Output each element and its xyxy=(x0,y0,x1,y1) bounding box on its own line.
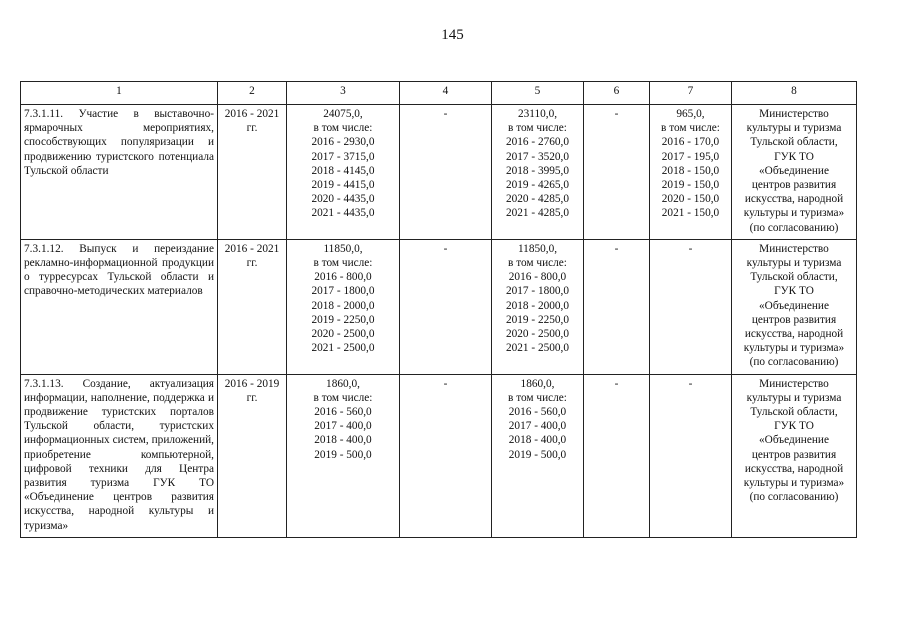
cell-line: 2016 - 2021 xyxy=(224,108,280,120)
funding-col6-cell: - xyxy=(584,374,650,537)
cell-line: «Объединение xyxy=(759,164,829,177)
cell-line: 2016 - 560,0 xyxy=(314,406,372,419)
column-header: 7 xyxy=(650,82,732,105)
column-header: 2 xyxy=(218,82,287,105)
cell-line: 1860,0, xyxy=(520,377,555,390)
cell-line: 2019 - 500,0 xyxy=(314,448,372,461)
cell-line: в том числе: xyxy=(508,257,567,270)
table-body xyxy=(21,105,857,538)
funding-col5-cell xyxy=(492,374,584,537)
cell-line: 2019 - 2250,0 xyxy=(311,313,375,326)
cell-line: Министерство xyxy=(759,377,829,390)
cell-line: 2018 - 4145,0 xyxy=(311,164,375,177)
cell-line: ГУК ТО xyxy=(774,150,814,163)
cell-line: культуры и туризма xyxy=(746,257,842,270)
cell-line: 2019 - 150,0 xyxy=(661,179,720,192)
cell-line: культуры и туризма xyxy=(746,391,842,404)
cell-line: 2016 - 800,0 xyxy=(508,271,567,284)
cell-line: 2018 - 2000,0 xyxy=(311,299,375,312)
total-funding-cell xyxy=(287,374,400,537)
cell-line: 965,0, xyxy=(676,108,705,120)
cell-line: 2017 - 1800,0 xyxy=(311,285,375,298)
total-funding-cell xyxy=(287,105,400,240)
cell-line: в том числе: xyxy=(508,122,567,135)
cell-line: в том числе: xyxy=(508,391,567,404)
cell-line: культуры и туризма» xyxy=(743,477,845,490)
cell-line: 2019 - 500,0 xyxy=(508,448,567,461)
funding-col4-cell: - xyxy=(400,374,492,537)
cell-line: 2016 - 800,0 xyxy=(314,271,372,284)
cell-line: - xyxy=(688,242,693,255)
cell-line: гг. xyxy=(246,122,258,135)
cell-line: центров развития xyxy=(751,179,837,192)
funding-col5-cell xyxy=(492,239,584,374)
page-number: 145 xyxy=(441,27,464,43)
cell-line: ГУК ТО xyxy=(774,420,814,433)
cell-line: центров развития xyxy=(751,448,837,461)
activity-name-cell: 7.3.1.13. Создание, актуализация информации, наполнение, поддержка и продвижение туристских порталов Тульской области, туристских информационных систем, приложений, приобретение компьютерной, цифровой техники для Центра развития туризма ГУК ТО «Объединение центров развития искусства, народной культуры и туризма» xyxy=(21,374,218,537)
funding-col5-cell xyxy=(492,105,584,240)
cell-line: 2016 - 560,0 xyxy=(508,406,567,419)
column-header: 4 xyxy=(400,82,492,105)
cell-line: 11850,0, xyxy=(323,242,363,255)
column-header: 8 xyxy=(732,82,857,105)
cell-line: гг. xyxy=(246,257,258,270)
cell-line: 2016 - 2930,0 xyxy=(311,136,375,149)
column-header: 3 xyxy=(287,82,400,105)
cell-line: 2020 - 2500,0 xyxy=(311,328,375,341)
cell-line: 2018 - 400,0 xyxy=(314,434,372,447)
cell-line: 24075,0, xyxy=(323,108,363,120)
cell-line: 2021 - 2500,0 xyxy=(505,342,570,355)
table-row xyxy=(21,239,857,374)
cell-line: 2019 - 4265,0 xyxy=(505,179,570,192)
cell-line: искусства, народной xyxy=(744,193,844,206)
table-row xyxy=(21,374,857,537)
cell-line: 2018 - 2000,0 xyxy=(505,299,570,312)
cell-line: 2018 - 3995,0 xyxy=(505,164,570,177)
column-header: 6 xyxy=(584,82,650,105)
cell-line: 2020 - 4435,0 xyxy=(311,193,375,206)
cell-line: ГУК ТО xyxy=(774,285,814,298)
funding-col4-cell: - xyxy=(400,105,492,240)
funding-col7-cell xyxy=(650,105,732,240)
cell-line: 2021 - 4435,0 xyxy=(311,207,375,220)
cell-line: - xyxy=(688,377,693,390)
cell-line: 2021 - 150,0 xyxy=(661,207,720,220)
cell-line: Министерство xyxy=(759,242,829,255)
cell-line: 2018 - 400,0 xyxy=(508,434,567,447)
cell-line: культуры и туризма xyxy=(746,122,842,135)
cell-line: культуры и туризма» xyxy=(743,207,845,220)
cell-line: центров развития xyxy=(751,313,837,326)
cell-line: Тульской области, xyxy=(750,136,838,149)
cell-line: 2017 - 3520,0 xyxy=(505,150,570,163)
cell-line: 2017 - 3715,0 xyxy=(311,150,375,163)
table-row xyxy=(21,105,857,240)
cell-line: в том числе: xyxy=(313,391,373,404)
cell-line: 2019 - 2250,0 xyxy=(505,313,570,326)
cell-line: 2019 - 4415,0 xyxy=(311,179,375,192)
cell-line: искусства, народной xyxy=(744,462,844,475)
cell-line: гг. xyxy=(246,391,258,404)
term-cell xyxy=(218,374,287,537)
funding-col7-cell xyxy=(650,239,732,374)
column-header: 5 xyxy=(492,82,584,105)
cell-line: 2020 - 150,0 xyxy=(661,193,720,206)
cell-line: 2020 - 2500,0 xyxy=(505,328,570,341)
total-funding-cell xyxy=(287,239,400,374)
cell-line: (по согласованию) xyxy=(749,491,839,504)
activity-name-cell: 7.3.1.12. Выпуск и переиздание рекламно-информационной продукции о турресурсах Тульской области и справочно-методических материалов xyxy=(21,239,218,374)
responsible-cell xyxy=(732,374,857,537)
cell-line: (по согласованию) xyxy=(749,221,839,234)
cell-line: 11850,0, xyxy=(517,242,558,255)
cell-line: в том числе: xyxy=(661,122,720,135)
cell-line: в том числе: xyxy=(313,257,373,270)
cell-line: Тульской области, xyxy=(750,406,838,419)
funding-col6-cell: - xyxy=(584,105,650,240)
cell-line: 2016 - 2021 xyxy=(224,242,280,255)
cell-line: 2016 - 2019 xyxy=(224,377,280,390)
header-row xyxy=(21,82,857,105)
cell-line: 2018 - 150,0 xyxy=(661,164,720,177)
cell-line: 1860,0, xyxy=(326,377,360,390)
cell-line: 2017 - 400,0 xyxy=(508,420,567,433)
column-header: 1 xyxy=(21,82,218,105)
term-cell xyxy=(218,105,287,240)
cell-line: 2017 - 1800,0 xyxy=(505,285,570,298)
funding-col4-cell: - xyxy=(400,239,492,374)
term-cell xyxy=(218,239,287,374)
cell-line: 2017 - 400,0 xyxy=(314,420,372,433)
program-table xyxy=(20,81,857,538)
cell-line: в том числе: xyxy=(313,122,373,135)
responsible-cell xyxy=(732,105,857,240)
cell-line: Тульской области, xyxy=(750,271,838,284)
cell-line: «Объединение xyxy=(759,434,829,447)
cell-line: «Объединение xyxy=(759,299,829,312)
activity-name-cell: 7.3.1.11. Участие в выставочно-ярмарочных мероприятиях, способствующих популяризации и продвижению туристского потенциала Тульской области xyxy=(21,105,218,240)
cell-line: 2021 - 4285,0 xyxy=(505,207,570,220)
cell-line: искусства, народной xyxy=(744,328,844,341)
cell-line: 2016 - 170,0 xyxy=(661,136,720,149)
cell-line: 2021 - 2500,0 xyxy=(311,342,375,355)
funding-col6-cell: - xyxy=(584,239,650,374)
cell-line: (по согласованию) xyxy=(749,356,839,369)
cell-line: культуры и туризма» xyxy=(743,342,845,355)
funding-col7-cell xyxy=(650,374,732,537)
cell-line: 2020 - 4285,0 xyxy=(505,193,570,206)
cell-line: 23110,0, xyxy=(517,108,558,120)
cell-line: 2016 - 2760,0 xyxy=(505,136,570,149)
responsible-cell xyxy=(732,239,857,374)
cell-line: Министерство xyxy=(759,108,829,120)
cell-line: 2017 - 195,0 xyxy=(661,150,720,163)
